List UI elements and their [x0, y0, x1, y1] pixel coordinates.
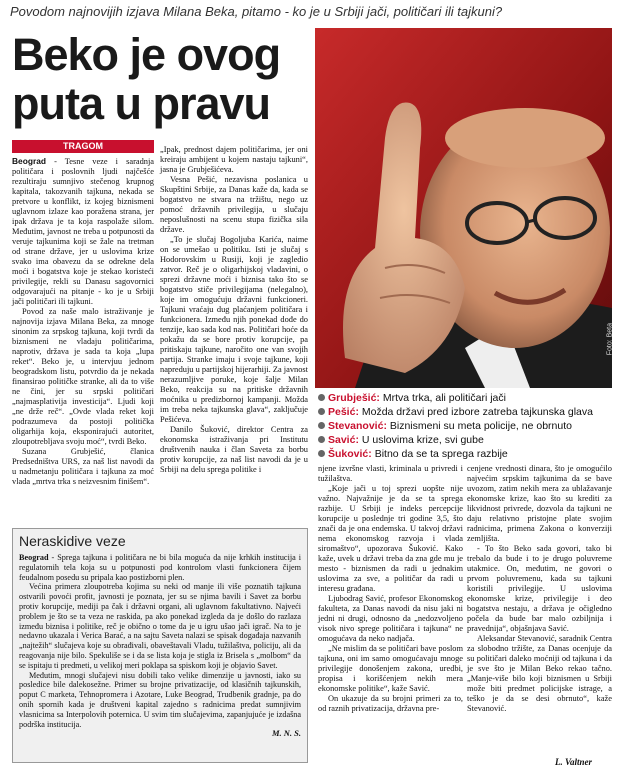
article-column-4 [467, 464, 612, 754]
paragraph: „To je slučaj Bogoljuba Karića, naime on se umešao u politiku. Isti je slučaj s Hodorovskim u Rusiji, koji je zagledio zatvor. Reč je o oligarhijskoj vladavini, o sprezi državne moći i biznisa tako što se bogatstvo stiče privilegijama (nelegalno), koje im omogućuju državni funkcioneri. Tajkuni vraćaju dug plaćanjem političara i funkcionera. Između njih ponekad dođe do tenzije, kao sada kod nas. Političari hoće da pokažu da se bore protiv korupcije, pa pritiskaju tajkune, naročito one van svojih partija. Stranke imaju i svoje tajkune, koji napreduju u partijskoj hijerarhiji. Za javnost nerazumljive poruke, koje šalje Milan Beko, reakcija su na pritiske državnih moćnika u predizbornoj kampanji. Možda im treba neka tajkunska glava“, zaključuje Pešićeva. [160, 235, 308, 424]
bullet-icon [318, 422, 325, 429]
headline: Beko je ovog puta u pravu [12, 29, 281, 129]
article-column-2 [160, 145, 308, 525]
bullet-icon [318, 450, 325, 457]
bullet-icon [318, 436, 325, 443]
highlight-item [318, 434, 612, 447]
author-signature: L. Valtner [555, 757, 593, 767]
paragraph: - To što Beko sada govori, tako bi trebalo da bude i to je drugo poluvreme utakmice. On, međutim, ne govori o prvom poluvremenu, kada su tajkuni koristili privilegije. U uslovima ekonomske krize, privilegije i deo bogatstva nestaju, a država je očigledno počela da bude bar malo ozbiljnija i pravednija“, objašnjava Savić. [467, 544, 612, 633]
highlight-name: Pešić: [328, 406, 359, 418]
highlight-name: Savić: [328, 434, 359, 446]
highlight-item [318, 392, 612, 405]
kicker: Povodom najnovijih izjava Milana Beka, pitamo - ko je u Srbiji jači, političari ili tajkuni? [10, 4, 503, 19]
highlight-name: Šuković: [328, 448, 372, 460]
sidebar-text [19, 553, 301, 739]
quote-highlights [318, 392, 612, 462]
highlight-quote: Biznismeni su meta policije, ne obrnuto [389, 420, 572, 432]
highlight-quote: Bitno da se ta sprega razbije [374, 448, 508, 460]
sidebar-title: Neraskidive veze [19, 533, 126, 549]
highlight-quote: Mrtva trka, ali političari jači [382, 392, 506, 404]
highlight-name: Grubješić: [328, 392, 380, 404]
sidebar-signature: M. N. S. [271, 728, 301, 739]
paragraph: „Koje jači u toj sprezi uopšte nije važno. Najvažnije je da se ta sprega razbije. U Srbiji je indeks percepcije korupcije u poslednje tri godine 3,5, što znači da je ona endemska. U takvoj državi nema ekonomskog razvoja i vlada siromaštvo“, upozorava Šuković. Kako kaže, uvek u državi treba da zna gde mu je mesto - biznismen da radi u jednakim uslovima za sve, a političar da radi u interesu građana. [318, 484, 463, 593]
paragraph [12, 156, 154, 307]
paragraph: Aleksandar Stevanović, saradnik Centra za slobodno tržište, za Danas ocenjuje da su političari daleko moćniji od tajkuna i da je sve što je Milan Beko rekao tačno. „Manje-više bilo koji biznismen u Srbiji može biti predmet policijske istrage, a teško je da se desi obrnuto“, kaže Stevanović. [467, 634, 612, 713]
dateline: Beograd [12, 156, 46, 166]
highlight-name: Stevanović: [328, 420, 387, 432]
highlight-quote: Možda državi pred izbore zatreba tajkunska glava [361, 406, 593, 418]
paragraph: Suzana Grubješić, članica Predsedništva URS, za naš list navodi da u nadmetanju političara i tajkuna za moć vlada „mrtva trka s neizvesnim finišem“. [12, 447, 154, 486]
portrait-illustration [315, 28, 612, 388]
paragraph: „Ne mislim da se političari bave poslom tajkuna, oni im samo omogućavaju mnoge privilegije donošenjem zakona, uredbi, propisa i korišćenjem nekih mera ekonomske politike“, kaže Savić. [318, 644, 463, 693]
highlight-item [318, 448, 612, 461]
paragraph-text: - Tesne veze i saradnja političara i poslovnih ljudi najčešće rezultiraju sumnjivo stečenog krupnog kapitala, takozvanih tajkuna, nekada se pretvore u konflikt, iz kojeg biznismeni uglavnom izlaze kao poražena strana, jer ipak država je ta koja raspolaže silom. Međutim, javnost ne treba u potpunosti da veruje tajkunima koji se žale na tretman od strane države, jer u uslovima krize svako ima obavezu da se odrekne dela moći i bogatstva koje je stekao koristeći privilegije, rekli su Danasu sagovornici odgovarajući na pitanje - ko je u Srbiji jači političari ili tajkuni. [12, 157, 154, 306]
paragraph: njene izvršne vlasti, kriminala u privredi i tužilaštva. [318, 464, 463, 483]
article-column-3 [318, 464, 463, 764]
paragraph: Većina primera zloupotreba kojima su neki od manje ili više poznatih tajkuna ostvarili povoći profit, javnosti je poznata, jer su se njima bavili i Savet za borbu protiv korupcije, mediji pa čak i državni organi, ali uglavnom fakultativno. Najveći problem je što se ta veza ne raskida, pa ako ponekad izgleda da je došlo do razlaza između biznisa i politike, reč je obično o tome da je u igru ušao jači igrač. Na to je nedavno ukazala i Verica Barać, a na sajtu Saveta nalazi se spisak događaja nazvanih „najtežih“ slučajeva koje su obrađivali, obaveštavali Vladu, tužilaštva, policiju, ali da reagovanja nije bilo. Spekuliše se i da se lista koja je stigla iz Brisela s „molbom“ da se ispitaju ti predmeti, u velikoj meri poklapa sa spiskom koji je objavio Savet. [19, 582, 301, 670]
paragraph: Danilo Šuković, direktor Centra za ekonomska istraživanja pri Institutu društvenih nauka i član Saveta za borbu protiv korupcije, za naš list navodi da je u Srbiji na delu sprega politike i [160, 425, 308, 474]
highlight-item [318, 420, 612, 433]
bullet-icon [318, 408, 325, 415]
dateline: Beograd [19, 553, 49, 562]
paragraph [19, 553, 301, 582]
highlight-item [318, 406, 612, 419]
highlight-quote: U uslovima krize, svi gube [361, 434, 484, 446]
photo-credit: Foto: Beta [606, 323, 613, 356]
paragraph: Ljubodrag Savić, profesor Ekonomskog fakulteta, za Danas navodi da nisu jaki ni jedni ni drugi, odnosno da „nedozvoljeno visok nivo sprege političara i tajkuna“ ne omogućava da neko nadjača. [318, 594, 463, 643]
article-column-1 [12, 156, 154, 526]
paragraph: „Ipak, prednost dajem političarima, jer oni kreiraju ambijent u kojem nastaju tajkuni“, jasna je Grubješićeva. [160, 145, 308, 174]
paragraph: On ukazuje da su brojni primeri za to, od raznih privatizacija, državna pre- [318, 694, 463, 713]
section-tag: TRAGOM [12, 140, 154, 153]
paragraph: cenjene vrednosti dinara, što je omogućilo najvećim srpskim tajkunima da se bave uvozom, zatim nekih mera za ublažavanje ekonomske krize, kao što su krediti za likvidnost privrede, dozvola da tajkuni ne daju relativno pristojne plate svojim radnicima, primena Zakona o konverziji zemljišta. [467, 464, 612, 543]
photo-milan-beko [315, 28, 612, 388]
paragraph: Vesna Pešić, nezavisna poslanica u Skupštini Srbije, za Danas kaže da, kada se bogatstvo ne stvara na tržištu, nego uz pomoć državnih privilegija, u slučaju neposlušnosti na scenu stupa fizička sila države. [160, 175, 308, 234]
sidebar-box [12, 528, 308, 763]
paragraph: Međutim, mnogi slučajevi nisu dobili tako velike dimenzije u javnosti, iako su posledice bile dalekosežne. Primer su brojne privatizacije, od klasičnih tajkunskih, poput C marketa, Tehnopromета i Azotare, Luke Beograd, Trudbenik gradnje, pa do onih spornih kada je društveni kapital zajedno s radnicima predat sumnjivim vlasnicima sa Interpolovih poternica. U svim tim slučajevima, zapanjujuće je izdašna podrška institucija. [19, 670, 301, 729]
paragraph: Povod za naše malo istraživanje je najnovija izjava Milana Beka, za mnoge sinonim za srpskog tajkuna, koji tvrdi da biznismeni ne vladaju političarima, naprotiv, država je sada ta koja „lupa reket“. Beko je, u intervjuu jednom beogradskom listu, potvrdio da je nekada finansirao političke stranke, ali da to više ne čini, jer su srpski političari „najmasplativija investicija“. Ljudi koji „ne drže reč“. „Ovde vlada reket koji podrazumeva da postoji politička oligarhija koja, eksponirajući autoritet, zloupotrebljava svoju moć“, tvrdi Beko. [12, 307, 154, 446]
bullet-icon [318, 394, 325, 401]
paragraph-text: - Sprega tajkuna i političara ne bi bila moguća da nije krhkih institucija i regulatornih tela koja su u potpunosti pod kontrolom vlasti funkcionera čijem feudalnom posedu su pripala kao postizborni plen. [19, 553, 301, 582]
